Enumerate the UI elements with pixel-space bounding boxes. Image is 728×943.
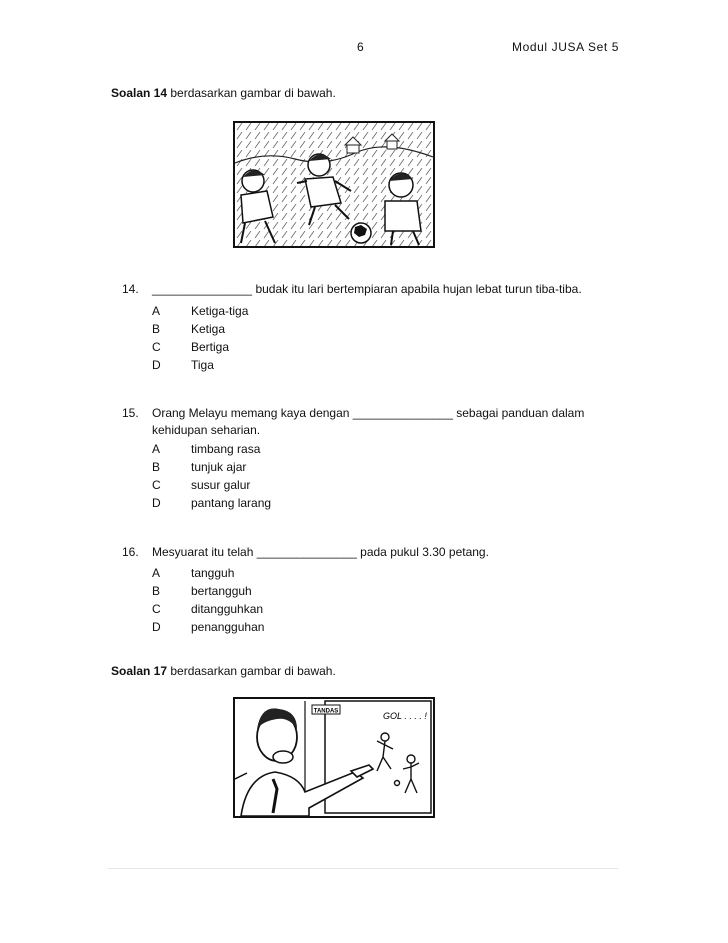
option-text: ditangguhkan [191,602,264,616]
option-text: pantang larang [191,496,272,510]
option-letter: D [152,496,161,510]
option-text: timbang rasa [191,442,261,456]
intro-label: Soalan 17 [111,664,168,678]
question-text: _______________ budak itu lari bertempiaran apabila hujan lebat turun tiba-tiba. [152,282,582,296]
footer-divider [108,868,618,869]
intro-text: berdasarkan gambar di bawah. [167,86,336,100]
option-letter: A [152,442,161,456]
option-text: bertangguh [191,584,252,598]
question-text: Mesyuarat itu telah _______________ pada pukul 3.30 petang. [152,545,489,559]
option-letter: D [152,358,161,372]
intro-label: Soalan 14 [111,86,168,100]
intro-text: berdasarkan gambar di bawah. [167,664,336,678]
question-number: 15. [122,406,139,420]
option-letter: B [152,460,161,474]
option-letter: D [152,620,161,634]
picture-man-pointing [233,697,435,818]
option-text: Ketiga [191,322,226,336]
sign-text: TANDAS [313,708,339,715]
option-text: tunjuk ajar [191,460,247,474]
option-letter: C [152,478,161,492]
option-text: Ketiga-tiga [191,304,249,318]
rain-illustration [235,123,433,246]
intro-soalan-17 [111,664,336,678]
picture-children-rain [233,121,435,248]
question-number: 16. [122,545,139,559]
option-letter: B [152,322,161,336]
option-text: penangguhan [191,620,265,634]
question-number: 14. [122,282,139,296]
option-letter: B [152,584,161,598]
option-text: tangguh [191,566,235,580]
question-text-cont: kehidupan seharian. [152,423,261,437]
module-title: Modul JUSA Set 5 [512,40,619,54]
intro-soalan-14 [111,86,336,100]
option-letter: C [152,340,161,354]
option-letter: C [152,602,161,616]
question-text: Orang Melayu memang kaya dengan _______________ sebagai panduan dalam [152,406,585,420]
speech-text: GOL . . . . ! [383,711,427,721]
option-letter: A [152,566,161,580]
pointing-illustration [235,699,433,816]
page-number: 6 [357,40,364,54]
option-text: susur galur [191,478,251,492]
option-text: Tiga [191,358,214,372]
option-text: Bertiga [191,340,230,354]
option-letter: A [152,304,161,318]
